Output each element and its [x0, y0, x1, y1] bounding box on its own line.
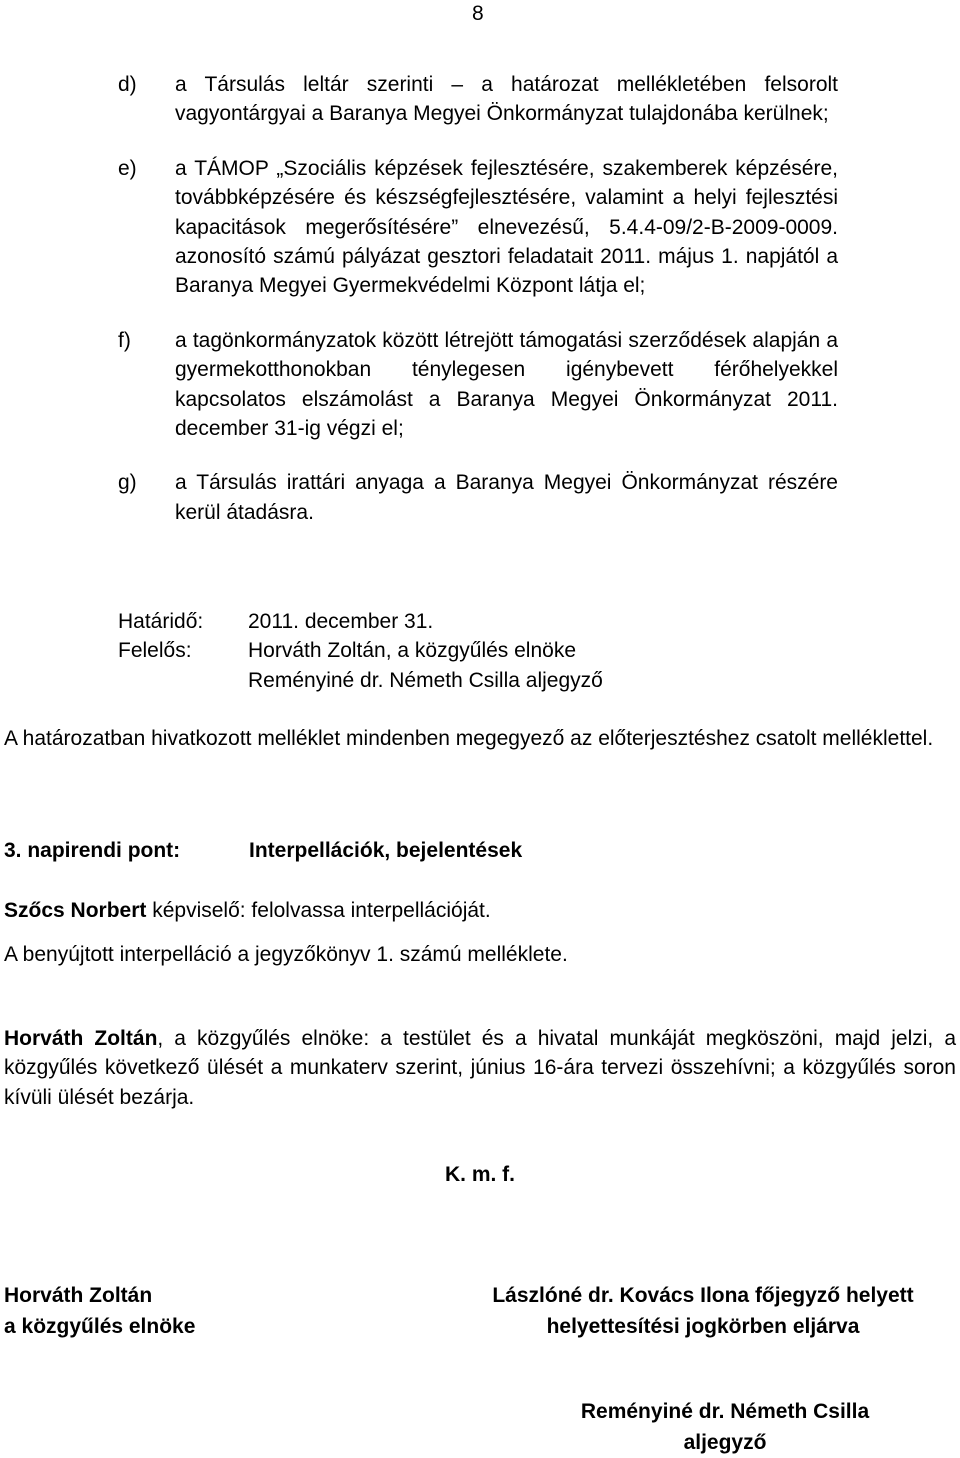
interpellation-text: képviselő: felolvassa interpellációját.: [146, 899, 491, 922]
list-item-label: f): [118, 328, 131, 352]
signature-right: [448, 1280, 958, 1342]
resolution-list: [118, 70, 838, 552]
list-item: [118, 326, 838, 444]
list-item-text: a Társulás irattári anyaga a Baranya Megyei Önkormányzat részére kerül átadásra.: [175, 471, 838, 524]
responsible-row: [118, 636, 603, 665]
annex-note: A határozatban hivatkozott melléklet mindenben megegyező az előterjesztéshez csatolt melléklettel.: [4, 727, 934, 750]
signature-bottom-name: Reményiné dr. Németh Csilla: [580, 1400, 870, 1423]
agenda-title: Interpellációk, bejelentések: [249, 839, 523, 862]
list-item-text: a TÁMOP „Szociális képzések fejlesztésére, szakemberek képzésére, továbbképzésére és készségfejlesztésére, valamint a helyi fejlesztési kapacitások megerősítésére” elnevezésű, 5.4.4-09/2-B-2009-0009. azonosító számú pályázat gesztori feladatait 2011. május 1. napjától a Baranya Megyei Gyermekvédelmi Központ látja el;: [175, 156, 838, 298]
signature-left: [4, 1280, 195, 1342]
deadline-row: [118, 607, 603, 636]
signature-left-title: a közgyűlés elnöke: [4, 1315, 196, 1338]
responsible-row-2: [118, 666, 603, 695]
responsible-label: Felelős:: [118, 639, 192, 663]
deadline-label: Határidő:: [118, 610, 204, 633]
list-item-label: d): [118, 73, 137, 96]
responsible-value-2: Reményiné dr. Németh Csilla aljegyző: [248, 668, 603, 692]
kmf-line: K. m. f.: [444, 1163, 515, 1186]
signature-right-title: helyettesítési jogkörben eljárva: [546, 1315, 860, 1338]
signature-left-name: Horváth Zoltán: [4, 1284, 153, 1307]
agenda-number: 3. napirendi pont:: [4, 839, 181, 862]
chair-name: Horváth Zoltán: [4, 1027, 158, 1050]
list-item-label: e): [118, 156, 137, 180]
signature-bottom-title: aljegyző: [683, 1431, 767, 1454]
interpellation-paragraph: [4, 896, 956, 925]
responsible-value-1: Horváth Zoltán, a közgyűlés elnöke: [248, 639, 577, 663]
deadline-value: 2011. december 31.: [248, 610, 434, 633]
page-number: 8: [472, 2, 484, 25]
signature-bottom: [540, 1396, 910, 1458]
closing-text: , a közgyűlés elnöke: a testület és a hivatal munkáját megköszöni, majd jelzi, a közgyűlés következő ülését a munkaterv szerint, június 16-ára tervezi összehívni; a közgyűlés soron kívüli ülését bezárja.: [4, 1027, 957, 1109]
signature-right-name: Lászlóné dr. Kovács Ilona főjegyző helyett: [492, 1284, 914, 1307]
list-item: [118, 154, 838, 301]
speaker-name: Szőcs Norbert: [4, 899, 147, 922]
deadline-responsible-block: [118, 607, 603, 695]
list-item: [118, 468, 838, 527]
interpellation-annex: A benyújtott interpelláció a jegyzőkönyv 1. számú melléklete.: [4, 943, 568, 966]
agenda-heading: [4, 839, 523, 863]
list-item-text: a tagönkormányzatok között létrejött támogatási szerződések alapján a gyermekotthonokban ténylegesen igénybevett férőhelyekkel kapcsolatos elszámolást a Baranya Megyei Önkormányzat 2011. december 31-ig végzi el;: [175, 328, 838, 441]
list-item: [118, 70, 838, 129]
list-item-label: g): [118, 471, 137, 495]
closing-paragraph: [4, 1024, 956, 1112]
list-item-text: a Társulás leltár szerinti – a határozat mellékletében felsorolt vagyontárgyai a Baranya Megyei Önkormányzat tulajdonába kerülnek;: [175, 73, 838, 126]
